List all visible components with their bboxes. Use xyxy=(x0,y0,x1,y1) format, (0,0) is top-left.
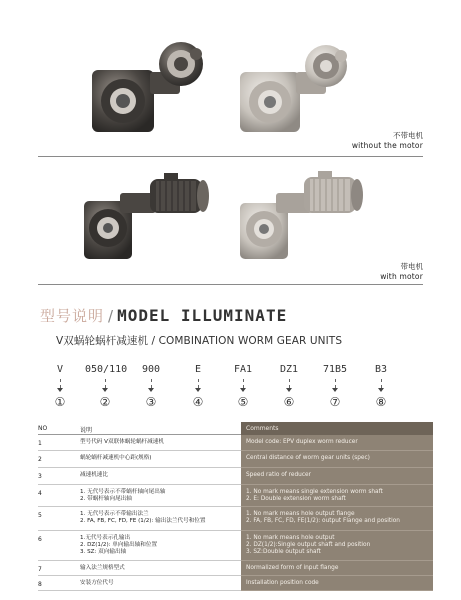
model-code-item xyxy=(269,364,309,409)
row-name: 1. 无代号表示不带蜗杆轴向尾出轴 2. 带蜗杆轴向尾出轴 xyxy=(80,489,166,502)
model-code-row xyxy=(0,364,461,416)
dark-gearbox-with-motor xyxy=(84,173,209,259)
row-name: 安装方位代号 xyxy=(80,580,114,586)
row-comment: Central distance of worm gear units (spec) xyxy=(246,455,370,461)
heading-cn: 型号说明 xyxy=(40,307,105,325)
down-arrow-icon xyxy=(101,379,109,393)
row-no: 8 xyxy=(38,581,42,588)
section-heading xyxy=(40,305,287,326)
model-code-label: 71B5 xyxy=(322,364,348,375)
down-arrow-icon xyxy=(56,379,64,393)
model-code-item xyxy=(131,364,171,409)
caption-without-motor-en: without the motor xyxy=(351,141,423,150)
caption-without-motor xyxy=(352,131,423,151)
table-row xyxy=(38,451,433,468)
caption-with-motor-en: with motor xyxy=(380,272,423,281)
model-code-label: B3 xyxy=(374,364,388,375)
model-code-number: ① xyxy=(54,395,66,409)
row-comment: 1. No mark means hole output 2. DZ(1/2):Single output shaft and position 3. SZ:Double output shaft xyxy=(246,535,371,556)
model-code-number: ⑥ xyxy=(283,395,295,409)
model-code-item xyxy=(361,364,401,409)
light-gearbox-with-motor xyxy=(240,171,363,259)
model-code-number: ③ xyxy=(145,395,157,409)
model-code-label: 050/110 xyxy=(85,364,128,375)
table-row xyxy=(38,485,433,507)
model-code-item xyxy=(40,364,80,409)
row-name: 蜗轮蜗杆减速机中心距(规格) xyxy=(80,455,152,461)
row-comment: 1. No mark means hole output flange 2. FA, FB, FC, FD, FE(1/2): output Flange and position xyxy=(246,511,400,525)
model-code-number: ② xyxy=(99,395,111,409)
table-row xyxy=(38,531,433,561)
row-name: 1.无代号表示孔输出 2. DZ(1/2): 单向输出轴和位置 3. SZ: 双向输出轴 xyxy=(80,535,158,555)
row-no: 1 xyxy=(38,440,42,447)
down-arrow-icon xyxy=(147,379,155,393)
caption-with-motor xyxy=(380,262,423,282)
row-comment: Installation position code xyxy=(246,580,319,586)
model-code-table xyxy=(38,422,433,590)
row-comment: 1. No mark means single extension worm shaft 2. E: Double extension worm shaft xyxy=(246,489,383,503)
heading-en: MODEL ILLUMINATE xyxy=(117,306,288,325)
model-code-label: E xyxy=(194,364,202,375)
header-no: NO xyxy=(38,425,48,432)
header-comments: Comments xyxy=(246,425,279,432)
row-comment: Model code: EPV duplex worm reducer xyxy=(246,439,358,445)
row-name: 1. 无代号表示不带输出法兰 2. FA, FB, FC, FD, FE (1/2): 输出法兰代号和位置 xyxy=(80,511,206,524)
row-comment: Normalized form of input flange xyxy=(246,565,339,571)
down-arrow-icon xyxy=(331,379,339,393)
model-code-label: 900 xyxy=(141,364,161,375)
table-row xyxy=(38,576,433,591)
model-code-number: ④ xyxy=(192,395,204,409)
header-name: 说明 xyxy=(80,427,93,434)
divider-bottom xyxy=(38,284,423,285)
down-arrow-icon xyxy=(239,379,247,393)
table-row xyxy=(38,435,433,451)
row-name: 型号代码 V双联体蜗轮蜗杆减速机 xyxy=(80,439,164,445)
model-code-number: ⑦ xyxy=(329,395,341,409)
caption-without-motor-cn: 不带电机 xyxy=(393,131,423,140)
subheading: V双蜗轮蜗杆减速机 / COMBINATION WORM GEAR UNITS xyxy=(56,335,343,347)
table-row xyxy=(38,561,433,576)
model-code-label: DZ1 xyxy=(279,364,299,375)
model-code-item xyxy=(178,364,218,409)
row-name: 减速机速比 xyxy=(80,472,108,478)
row-no: 7 xyxy=(38,566,42,573)
model-code-number: ⑧ xyxy=(375,395,387,409)
model-code-label: V xyxy=(56,364,64,375)
divider-top xyxy=(38,156,423,157)
down-arrow-icon xyxy=(377,379,385,393)
row-no: 2 xyxy=(38,456,42,463)
row-no: 5 xyxy=(38,512,42,519)
model-code-item xyxy=(223,364,263,409)
caption-with-motor-cn: 带电机 xyxy=(400,262,423,271)
model-code-number: ⑤ xyxy=(237,395,249,409)
dark-gearbox-unit xyxy=(92,42,203,132)
down-arrow-icon xyxy=(285,379,293,393)
down-arrow-icon xyxy=(194,379,202,393)
row-no: 3 xyxy=(38,473,42,480)
table-row xyxy=(38,468,433,485)
light-gearbox-unit xyxy=(240,45,347,132)
heading-slash: / xyxy=(108,307,114,325)
model-code-item xyxy=(85,364,128,409)
table-header xyxy=(38,422,433,435)
model-code-label: FA1 xyxy=(233,364,253,375)
model-code-item xyxy=(315,364,355,409)
row-comment: Speed ratio of reducer xyxy=(246,472,311,478)
row-no: 6 xyxy=(38,536,42,543)
table-row xyxy=(38,507,433,531)
row-no: 4 xyxy=(38,490,42,497)
row-name: 输入法兰规格型式 xyxy=(80,565,125,571)
